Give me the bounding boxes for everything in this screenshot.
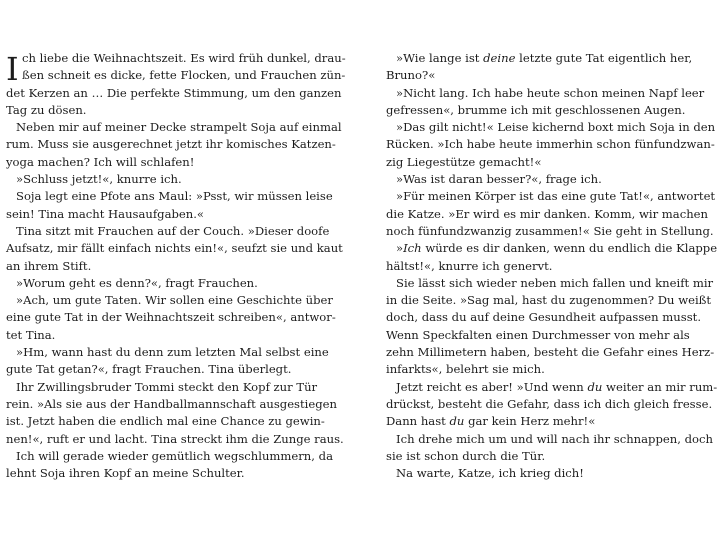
text-line: gute Tat getan?«, fragt Frauchen. Tina überlegt. (6, 362, 292, 377)
text-line: »Was ist daran besser?«, frage ich. (396, 172, 602, 187)
text-line: rum. Muss sie ausgerechnet jetzt ihr komisches Katzen- (6, 137, 336, 152)
text-line: Ich drehe mich um und will nach ihr schnappen, doch (396, 431, 713, 446)
text-line: Neben mir auf meiner Decke strampelt Soja auf einmal (16, 120, 342, 135)
text-line: noch fünfundzwanzig zusammen!« Sie geht in Stellung. (386, 223, 714, 238)
text-line: hältst!«, knurre ich genervt. (386, 258, 553, 273)
text-line: doch, dass du auf deine Gesundheit aufpassen musst. (386, 310, 702, 325)
text-line: sie ist schon durch die Tür. (386, 448, 546, 463)
text-line: Ich will gerade wieder gemütlich wegschlummern, da (16, 448, 333, 463)
text-line: die Katze. »Er wird es mir danken. Komm, wir machen (386, 206, 709, 221)
text-line: zehn Millimetern haben, besteht die Gefahr eines Herz- (386, 345, 715, 360)
text-line: Soja legt eine Pfote ans Maul: »Psst, wir müssen leise (16, 189, 333, 204)
text-line: ist. Jetzt haben die endlich mal eine Chance zu gewin- (6, 414, 325, 429)
text-line: »Worum geht es denn?«, fragt Frauchen. (16, 275, 258, 290)
text-line: drückst, besteht die Gefahr, dass ich dich gleich fresse. (386, 396, 713, 411)
text-line: Tina sitzt mit Frauchen auf der Couch. »Dieser doofe (16, 223, 330, 238)
text-line: Jetzt reicht es aber! »Und wenn du weiter an mir rum- (396, 379, 717, 394)
text-line: tet Tina. (6, 327, 56, 342)
text-line: rein. »Als sie aus der Handballmannschaft ausgestiegen (6, 396, 337, 411)
emphasis: Ich (403, 241, 422, 256)
text-line: yoga machen? Ich will schlafen! (6, 154, 195, 169)
text-line: Tag zu dösen. (6, 102, 87, 117)
text-line: Ihr Zwillingsbruder Tommi steckt den Kopf zur Tür (16, 379, 318, 394)
text-line: »Hm, wann hast du denn zum letzten Mal selbst eine (16, 345, 329, 360)
emphasis: du (587, 379, 603, 394)
text-line: an ihrem Stift. (6, 258, 92, 273)
emphasis: deine (483, 51, 516, 65)
text-line: zig Liegestütze gemacht!« (386, 154, 542, 169)
right-page (338, 0, 717, 540)
right-text-column (386, 50, 717, 482)
text-line: ßen schneit es dicke, fette Flocken, und Frauchen zün- (22, 68, 346, 83)
text-line: Dann hast du gar kein Herz mehr!« (386, 414, 596, 429)
text-line: »Für meinen Körper ist das eine gute Tat!«, antwortet (396, 189, 716, 204)
text-line: »Ich würde es dir danken, wenn du endlich die Klappe (396, 241, 717, 256)
left-page (0, 0, 346, 540)
text-line: Aufsatz, mir fällt einfach nichts ein!«, seufzt sie und kaut (6, 241, 343, 256)
text-line: gefressen«, brumme ich mit geschlossenen Augen. (386, 102, 686, 117)
text-line: Wenn Speckfalten einen Durchmesser von mehr als (386, 327, 690, 342)
text-line: eine gute Tat in der Weihnachtszeit schreiben«, antwor- (6, 310, 336, 325)
text-line: »Ach, um gute Taten. Wir sollen eine Geschichte über (16, 293, 333, 308)
text-line: ch liebe die Weihnachtszeit. Es wird früh dunkel, drau- (22, 51, 346, 65)
text-line: Na warte, Katze, ich krieg dich! (396, 466, 584, 481)
text-line: det Kerzen an … Die perfekte Stimmung, um den ganzen (6, 85, 342, 100)
text-line: in die Seite. »Sag mal, hast du zugenommen? Du weißt (386, 293, 712, 308)
text-line: »Schluss jetzt!«, knurre ich. (16, 172, 182, 187)
text-line: nen!«, ruft er und lacht. Tina streckt ihm die Zunge raus. (6, 431, 344, 446)
text-line: Sie lässt sich wieder neben mich fallen und kneift mir (396, 275, 714, 290)
drop-cap: I (6, 50, 19, 88)
text-line: Bruno?« (386, 68, 436, 83)
left-text-column (6, 50, 346, 482)
text-line: »Nicht lang. Ich habe heute schon meinen Napf leer (396, 85, 705, 100)
text-line: sein! Tina macht Hausaufgaben.« (6, 206, 205, 221)
text-line: »Wie lange ist deine letzte gute Tat eigentlich her, (396, 51, 693, 65)
text-line: lehnt Soja ihren Kopf an meine Schulter. (6, 466, 245, 481)
text-line: infarkts«, belehrt sie mich. (386, 362, 545, 377)
text-line: »Das gilt nicht!« Leise kichernd boxt mich Soja in den (396, 120, 716, 135)
text-line: Rücken. »Ich habe heute immerhin schon fünfundzwan- (386, 137, 715, 152)
emphasis: du (449, 414, 465, 429)
